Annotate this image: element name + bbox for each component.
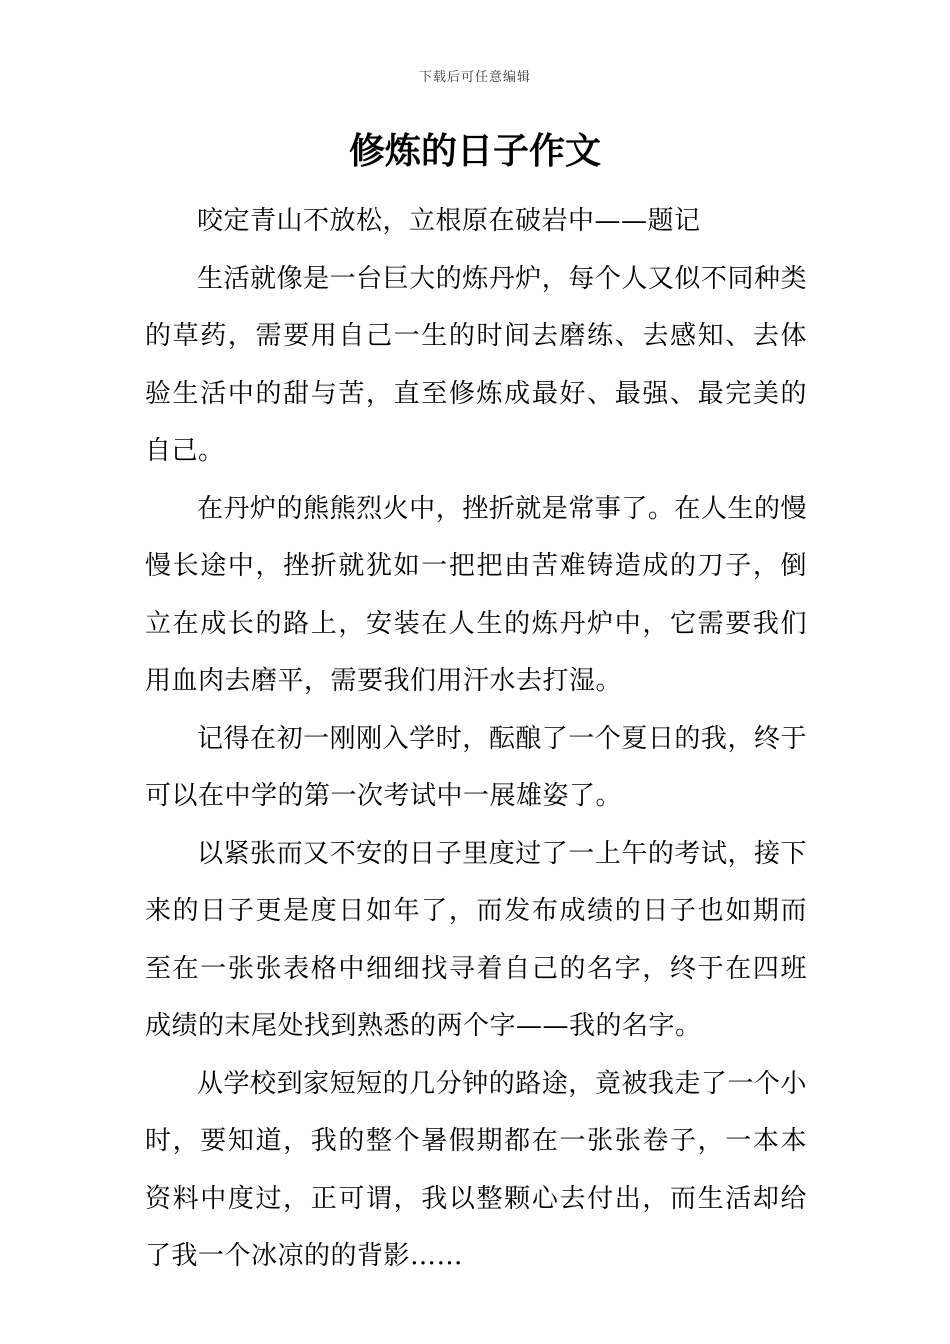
epigraph-paragraph: 咬定青山不放松，立根原在破岩中——题记 [197,206,701,236]
body-paragraph: 从学校到家短短的几分钟的路途，竟被我走了一个小时，要知道，我的整个暑假期都在一张张卷子，一本本资料中度过，正可谓，我以整颗心去付出，而生活却给了我一个冰凉的的背影…… [145,1068,807,1271]
body-paragraph: 记得在初一刚刚入学时，酝酿了一个夏日的我，终于可以在中学的第一次考试中一展雄姿了。 [145,723,807,811]
header-note: 下载后可任意编辑 [418,70,531,85]
document-title: 修炼的日子作文 [348,131,601,172]
article-body [145,193,807,1286]
body-paragraph: 以紧张而又不安的日子里度过了一上午的考试，接下来的日子更是度日如年了，而发布成绩的日子也如期而至在一张张表格中细细找寻着自己的名字，终于在四班成绩的末尾处找到熟悉的两个字——我的名字。 [145,838,807,1041]
body-paragraph: 在丹炉的熊熊烈火中，挫折就是常事了。在人生的慢慢长途中，挫折就犹如一把把由苦难铸造成的刀子，倒立在成长的路上，安装在人生的炼丹炉中，它需要我们用血肉去磨平，需要我们用汗水去打湿。 [145,493,807,696]
body-paragraph: 生活就像是一台巨大的炼丹炉，每个人又似不同种类的草药，需要用自己一生的时间去磨练、去感知、去体验生活中的甜与苦，直至修炼成最好、最强、最完美的自己。 [145,263,807,466]
